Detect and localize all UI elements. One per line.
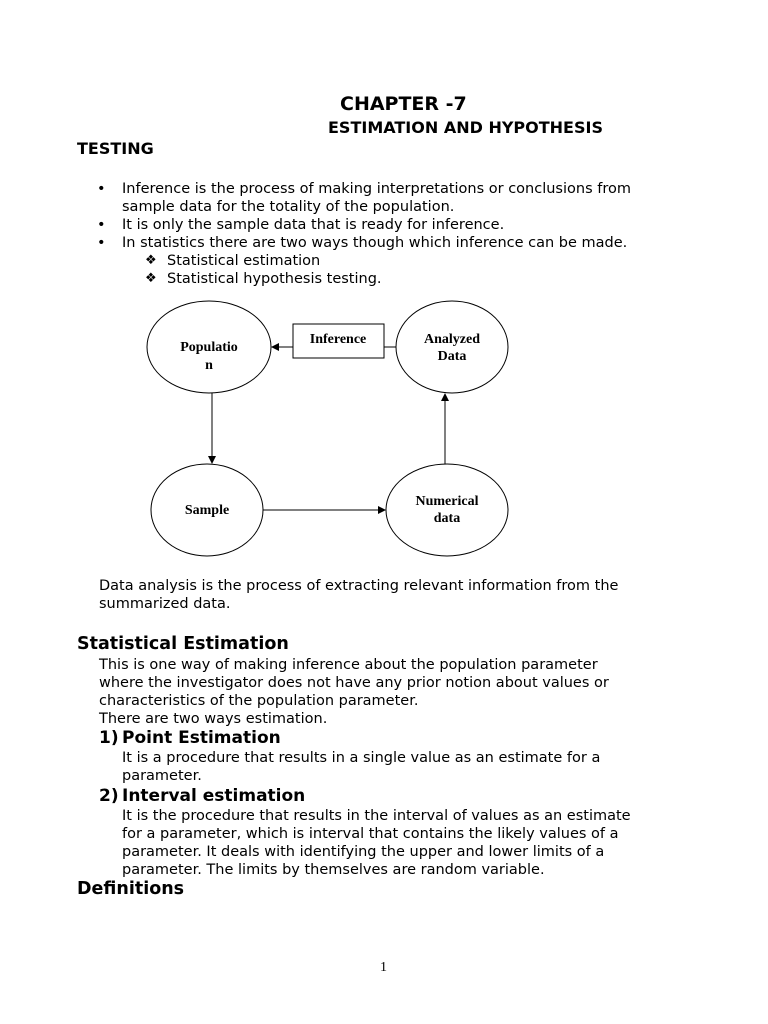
paragraph-line: characteristics of the population parameter.	[99, 693, 419, 709]
sub-bullet-text: Statistical hypothesis testing.	[167, 271, 382, 287]
statistical-estimation-heading: Statistical Estimation	[77, 634, 289, 654]
bullet-text: sample data for the totality of the population.	[122, 199, 455, 215]
paragraph-line: parameter.	[122, 768, 202, 784]
paragraph-line: parameter. The limits by themselves are random variable.	[122, 862, 545, 878]
sub-bullet-text: Statistical estimation	[167, 253, 321, 269]
data-analysis-text: summarized data.	[99, 596, 231, 612]
paragraph-line: for a parameter, which is interval that contains the likely values of a	[122, 826, 619, 842]
point-estimation-heading: Point Estimation	[122, 728, 281, 748]
analyzed-data-label: Analyzed	[424, 332, 480, 347]
chapter-subtitle-continued: TESTING	[77, 139, 154, 158]
paragraph-line: It is a procedure that results in a single value as an estimate for a	[122, 750, 601, 766]
data-analysis-text: Data analysis is the process of extracting relevant information from the	[99, 578, 619, 594]
diamond-bullet-icon: ❖	[145, 253, 157, 268]
numerical-data-label: Numerical	[415, 494, 479, 509]
bullet-text: In statistics there are two ways though which inference can be made.	[122, 235, 628, 251]
interval-estimation-heading: Interval estimation	[122, 786, 306, 806]
paragraph-line: This is one way of making inference about the population parameter	[99, 657, 598, 673]
bullet-text: Inference is the process of making interpretations or conclusions from	[122, 181, 631, 197]
population-label-continued: n	[205, 358, 213, 373]
paragraph-line: parameter. It deals with identifying the upper and lower limits of a	[122, 844, 605, 860]
paragraph-line: where the investigator does not have any prior notion about values or	[99, 675, 609, 691]
definitions-heading: Definitions	[77, 879, 185, 899]
paragraph-line: It is the procedure that results in the interval of values as an estimate	[122, 808, 631, 824]
numerical-data-label-continued: data	[433, 511, 461, 526]
page-number: 1	[380, 960, 387, 975]
bullet-icon: •	[97, 181, 106, 197]
bullet-icon: •	[97, 217, 106, 233]
analyzed-data-label-continued: Data	[437, 349, 467, 364]
diamond-bullet-icon: ❖	[145, 271, 157, 286]
interval-estimation-number: 2)	[99, 786, 119, 806]
paragraph-line: There are two ways estimation.	[99, 711, 328, 727]
chapter-title: CHAPTER -7	[340, 93, 467, 115]
numerical-data-node	[386, 464, 508, 556]
chapter-subtitle: ESTIMATION AND HYPOTHESIS	[328, 118, 603, 137]
population-label: Populatio	[180, 340, 238, 355]
point-estimation-number: 1)	[99, 728, 119, 748]
analyzed-data-node	[396, 301, 508, 393]
bullet-icon: •	[97, 235, 106, 251]
sample-label: Sample	[184, 503, 230, 518]
bullet-text: It is only the sample data that is ready for inference.	[122, 217, 505, 233]
inference-label: Inference	[309, 332, 367, 347]
